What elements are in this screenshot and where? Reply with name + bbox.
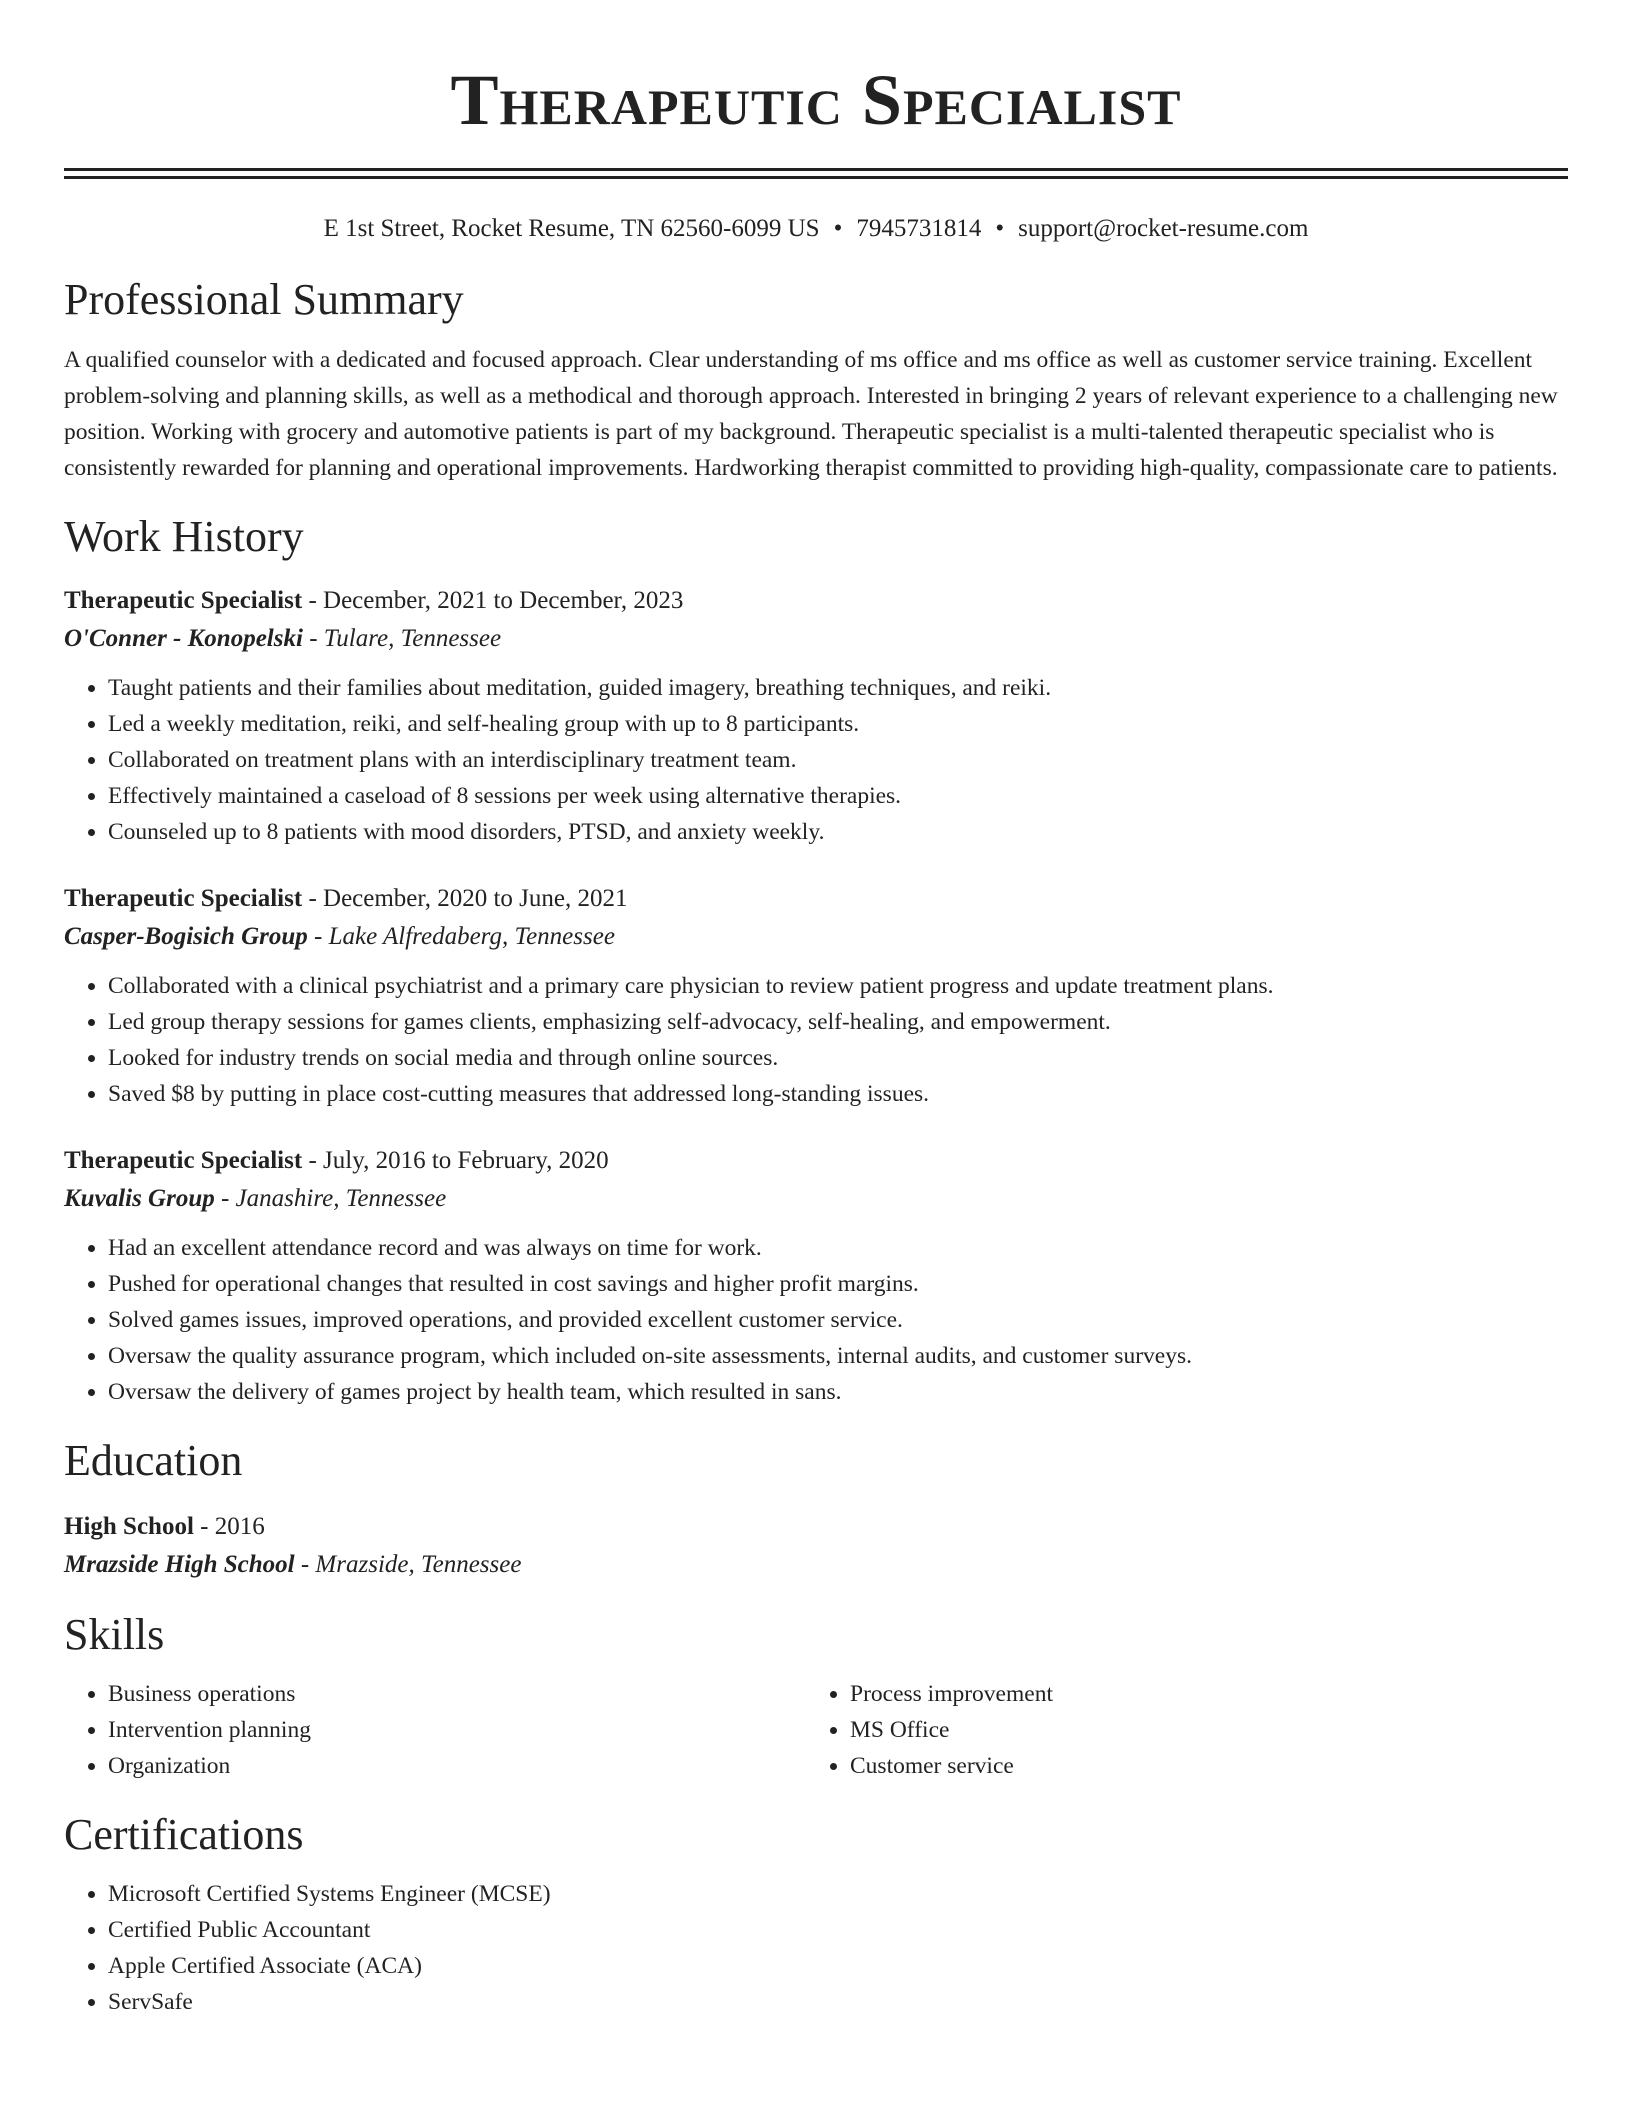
job-company: Kuvalis Group (64, 1185, 215, 1212)
job-bullet: • Had an excellent attendance record and was always on time for work. (108, 1230, 1568, 1266)
job-dates: - July, 2016 to February, 2020 (302, 1147, 609, 1174)
job-entry (64, 1142, 1568, 1410)
education-section (64, 1434, 1568, 1584)
job-company-line (64, 620, 1568, 658)
certification-item: • ServSafe (108, 1984, 1568, 2020)
job-entry (64, 582, 1568, 850)
job-bullets (64, 670, 1568, 850)
work-history-heading: Work History (64, 512, 304, 561)
certification-item: • Certified Public Accountant (108, 1912, 1568, 1948)
job-company: O'Conner - Konopelski (64, 625, 303, 652)
education-year: - 2016 (193, 1513, 265, 1540)
work-history-section (64, 510, 1568, 1410)
job-bullet: • Collaborated with a clinical psychiatrist and a primary care physician to review patient progress and update treatment plans. (108, 968, 1568, 1004)
certification-item: • Microsoft Certified Systems Engineer (MCSE) (108, 1876, 1568, 1912)
skill-item: • Business operations (108, 1676, 806, 1712)
certifications-heading: Certifications (64, 1810, 304, 1859)
skills-left-column (64, 1676, 806, 1784)
summary-text: A qualified counselor with a dedicated and focused approach. Clear understanding of ms office and ms office as well as customer service training. Excellent problem-solving and planning skills, as well as a methodical and thorough approach. Interested in bringing 2 years of relevant experience to a challenging new position. Working with grocery and automotive patients is part of my background. Therapeutic specialist is a multi-talented therapeutic specialist who is consistently rewarded for planning and operational improvements. Hardworking therapist committed to providing high-quality, compassionate care to patients. (64, 347, 1558, 481)
certification-item: • Apple Certified Associate (ACA) (108, 1948, 1568, 1984)
job-bullet: • Looked for industry trends on social media and through online sources. (108, 1040, 1568, 1076)
job-bullets (64, 968, 1568, 1112)
contact-phone: 7945731814 (856, 215, 982, 242)
education-degree: High School (64, 1513, 194, 1540)
education-school-line (64, 1546, 1568, 1584)
job-location: - Tulare, Tennessee (302, 625, 502, 652)
job-bullet: • Oversaw the quality assurance program, which included on-site assessments, internal audits, and customer surveys. (108, 1338, 1568, 1374)
job-title: Therapeutic Specialist (64, 1147, 303, 1174)
skills-right-column (806, 1676, 1548, 1784)
education-location: - Mrazside, Tennessee (294, 1551, 522, 1578)
job-bullet: • Saved $8 by putting in place cost-cutting measures that addressed long-standing issues. (108, 1076, 1568, 1112)
skill-item: • Intervention planning (108, 1712, 806, 1748)
job-bullet: • Led group therapy sessions for games clients, emphasizing self-advocacy, self-healing, and empowerment. (108, 1004, 1568, 1040)
job-bullets (64, 1230, 1568, 1410)
header-double-rule (64, 168, 1568, 179)
skill-item: • MS Office (850, 1712, 1548, 1748)
job-title-line (64, 880, 1568, 918)
contact-email: support@rocket-resume.com (1018, 215, 1309, 242)
skills-section (64, 1608, 1568, 1784)
job-location: - Janashire, Tennessee (214, 1185, 447, 1212)
job-bullet: • Led a weekly meditation, reiki, and self-healing group with up to 8 participants. (108, 706, 1568, 742)
summary-section (64, 273, 1568, 486)
job-bullet: • Solved games issues, improved operations, and provided excellent customer service. (108, 1302, 1568, 1338)
skills-columns (64, 1676, 1568, 1784)
job-bullet: • Counseled up to 8 patients with mood disorders, PTSD, and anxiety weekly. (108, 814, 1568, 850)
contact-separator: • (833, 215, 843, 242)
job-company-line (64, 1180, 1568, 1218)
job-title: Therapeutic Specialist (64, 885, 303, 912)
summary-heading: Professional Summary (64, 275, 464, 324)
certifications-list (64, 1876, 1568, 2020)
contact-address: E 1st Street, Rocket Resume, TN 62560-6099 US (323, 215, 820, 242)
contact-separator: • (995, 215, 1005, 242)
education-degree-line (64, 1508, 1568, 1546)
education-heading: Education (64, 1436, 243, 1485)
education-school: Mrazside High School (64, 1551, 295, 1578)
job-bullet: • Pushed for operational changes that resulted in cost savings and higher profit margins. (108, 1266, 1568, 1302)
education-entry (64, 1508, 1568, 1584)
skill-item: • Process improvement (850, 1676, 1548, 1712)
certifications-section (64, 1808, 1568, 2020)
job-location: - Lake Alfredaberg, Tennessee (307, 923, 615, 950)
candidate-name: Therapeutic Specialist (450, 60, 1182, 140)
job-dates: - December, 2020 to June, 2021 (302, 885, 628, 912)
contact-line (64, 213, 1568, 245)
job-title: Therapeutic Specialist (64, 587, 303, 614)
job-bullet: • Collaborated on treatment plans with an interdisciplinary treatment team. (108, 742, 1568, 778)
skills-heading: Skills (64, 1610, 165, 1659)
job-bullet: • Taught patients and their families about meditation, guided imagery, breathing techniques, and reiki. (108, 670, 1568, 706)
job-bullet: • Oversaw the delivery of games project by health team, which resulted in sans. (108, 1374, 1568, 1410)
job-title-line (64, 582, 1568, 620)
resume-page (64, 0, 1568, 2020)
job-entry (64, 880, 1568, 1112)
job-dates: - December, 2021 to December, 2023 (302, 587, 684, 614)
job-company: Casper-Bogisich Group (64, 923, 308, 950)
skill-item: • Organization (108, 1748, 806, 1784)
skill-item: • Customer service (850, 1748, 1548, 1784)
job-title-line (64, 1142, 1568, 1180)
job-company-line (64, 918, 1568, 956)
job-bullet: • Effectively maintained a caseload of 8 sessions per week using alternative therapies. (108, 778, 1568, 814)
